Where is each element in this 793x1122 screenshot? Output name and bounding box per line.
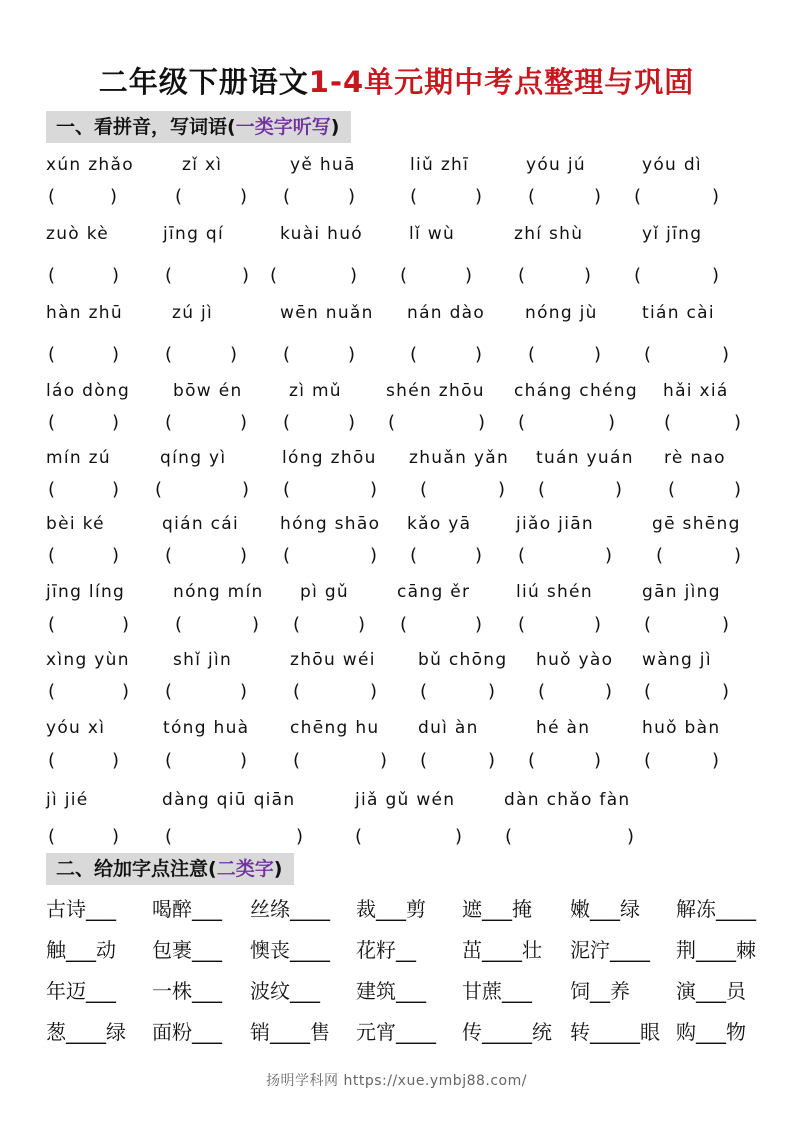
answer-bracket-close[interactable]: ) <box>112 412 120 433</box>
pinyin-row <box>0 303 793 327</box>
answer-bracket-close[interactable]: ) <box>722 681 730 702</box>
word-row <box>0 934 793 964</box>
pinyin-word: nán dào <box>407 303 486 323</box>
answer-bracket-close[interactable]: ) <box>240 186 248 207</box>
answer-bracket-close[interactable]: ) <box>605 545 613 566</box>
fill-blank-word[interactable]: 建筑___ <box>356 979 426 1003</box>
pinyin-word: duì àn <box>418 718 479 738</box>
answer-bracket-open[interactable]: ( <box>634 186 642 207</box>
answer-bracket-open[interactable]: ( <box>165 750 173 771</box>
pinyin-word: yóu jú <box>526 155 586 175</box>
pinyin-word: kuài huó <box>280 224 363 244</box>
answer-row <box>0 412 793 436</box>
pinyin-word: lǐ wù <box>409 224 456 244</box>
answer-bracket-close[interactable]: ) <box>240 412 248 433</box>
answer-bracket-open[interactable]: ( <box>528 344 536 365</box>
fill-blank-word[interactable]: 葱____绿 <box>46 1020 126 1044</box>
page-title: 二年级下册语文1-4单元期中考点整理与巩固 <box>98 65 695 99</box>
pinyin-word: huǒ yào <box>536 650 614 670</box>
pinyin-word: dàn chǎo fàn <box>504 790 631 810</box>
pinyin-word: jì jié <box>46 790 89 810</box>
pinyin-row <box>0 790 793 814</box>
pinyin-word: hóng shāo <box>280 514 381 534</box>
pinyin-word: tóng huà <box>163 718 250 738</box>
answer-bracket-open[interactable]: ( <box>355 826 363 847</box>
answer-bracket-close[interactable]: ) <box>475 545 483 566</box>
answer-row <box>0 479 793 503</box>
answer-bracket-open[interactable]: ( <box>518 412 526 433</box>
pinyin-word: cāng ěr <box>397 582 471 602</box>
pinyin-word: hé àn <box>536 718 591 738</box>
pinyin-word: bōw én <box>173 381 243 401</box>
pinyin-word: shǐ jìn <box>173 650 233 670</box>
answer-bracket-open[interactable]: ( <box>668 479 676 500</box>
pinyin-word: wēn nuǎn <box>280 303 374 323</box>
answer-bracket-open[interactable]: ( <box>283 545 291 566</box>
pinyin-word: jīng qí <box>163 224 225 244</box>
answer-bracket-close[interactable]: ) <box>488 750 496 771</box>
answer-bracket-open[interactable]: ( <box>165 681 173 702</box>
answer-bracket-close[interactable]: ) <box>252 614 260 635</box>
answer-bracket-close[interactable]: ) <box>112 344 120 365</box>
pinyin-word: qíng yì <box>160 448 227 468</box>
answer-bracket-open[interactable]: ( <box>410 186 418 207</box>
fill-blank-word[interactable]: 泥泞____ <box>570 938 650 962</box>
fill-blank-word[interactable]: 荆____棘 <box>676 938 756 962</box>
answer-bracket-open[interactable]: ( <box>48 614 56 635</box>
fill-blank-word[interactable]: 甘蔗___ <box>462 979 532 1003</box>
fill-blank-word[interactable]: 传_____统 <box>462 1020 552 1044</box>
pinyin-word: tuán yuán <box>536 448 634 468</box>
answer-row <box>0 186 793 210</box>
pinyin-row <box>0 381 793 405</box>
pinyin-row <box>0 514 793 538</box>
fill-blank-word[interactable]: 销____售 <box>250 1020 330 1044</box>
answer-bracket-open[interactable]: ( <box>48 479 56 500</box>
answer-bracket-close[interactable]: ) <box>712 265 720 286</box>
answer-bracket-close[interactable]: ) <box>296 826 304 847</box>
answer-bracket-open[interactable]: ( <box>528 186 536 207</box>
answer-bracket-open[interactable]: ( <box>410 545 418 566</box>
answer-bracket-open[interactable]: ( <box>165 545 173 566</box>
fill-blank-word[interactable]: 喝醉___ <box>152 897 222 921</box>
answer-bracket-open[interactable]: ( <box>283 412 291 433</box>
answer-bracket-open[interactable]: ( <box>175 186 183 207</box>
answer-bracket-close[interactable]: ) <box>348 186 356 207</box>
answer-bracket-close[interactable]: ) <box>112 545 120 566</box>
answer-bracket-open[interactable]: ( <box>48 186 56 207</box>
footer-watermark: 扬明学科网 https://xue.ymbj88.com/ <box>266 1073 527 1089</box>
pinyin-row <box>0 650 793 674</box>
pinyin-word: cháng chéng <box>514 381 638 401</box>
pinyin-word: chēng hu <box>290 718 380 738</box>
answer-bracket-open[interactable]: ( <box>420 750 428 771</box>
answer-bracket-close[interactable]: ) <box>722 614 730 635</box>
answer-bracket-close[interactable]: ) <box>380 750 388 771</box>
fill-blank-word[interactable]: 花籽__ <box>356 938 416 962</box>
answer-row <box>0 614 793 638</box>
answer-bracket-close[interactable]: ) <box>475 614 483 635</box>
answer-bracket-close[interactable]: ) <box>498 479 506 500</box>
answer-bracket-close[interactable]: ) <box>370 479 378 500</box>
section1-heading: 一、看拼音，写词语(一类字听写) <box>46 111 351 143</box>
answer-bracket-close[interactable]: ) <box>350 265 358 286</box>
pinyin-word: tián cài <box>642 303 715 323</box>
answer-row <box>0 265 793 289</box>
pinyin-word: yóu xì <box>46 718 106 738</box>
answer-row <box>0 826 793 850</box>
answer-bracket-open[interactable]: ( <box>420 479 428 500</box>
fill-blank-word[interactable]: 茁____壮 <box>462 938 542 962</box>
answer-bracket-open[interactable]: ( <box>283 186 291 207</box>
answer-bracket-open[interactable]: ( <box>644 681 652 702</box>
pinyin-word: jiǎo jiān <box>516 514 595 534</box>
fill-blank-word[interactable]: 演___员 <box>676 979 746 1003</box>
answer-bracket-close[interactable]: ) <box>734 545 742 566</box>
pinyin-word: nóng jù <box>525 303 598 323</box>
pinyin-word: gān jìng <box>642 582 721 602</box>
answer-bracket-close[interactable]: ) <box>722 344 730 365</box>
pinyin-word: liú shén <box>516 582 593 602</box>
answer-bracket-close[interactable]: ) <box>712 750 720 771</box>
answer-bracket-open[interactable]: ( <box>283 479 291 500</box>
pinyin-word: láo dòng <box>46 381 131 401</box>
answer-bracket-open[interactable]: ( <box>165 344 173 365</box>
answer-bracket-open[interactable]: ( <box>634 265 642 286</box>
pinyin-word: bǔ chōng <box>418 650 508 670</box>
answer-bracket-close[interactable]: ) <box>122 681 130 702</box>
answer-bracket-open[interactable]: ( <box>155 479 163 500</box>
pinyin-row <box>0 582 793 606</box>
pinyin-word: zhuǎn yǎn <box>409 448 510 468</box>
answer-row <box>0 344 793 368</box>
pinyin-word: rè nao <box>664 448 726 468</box>
answer-bracket-close[interactable]: ) <box>455 826 463 847</box>
answer-bracket-close[interactable]: ) <box>348 344 356 365</box>
answer-bracket-open[interactable]: ( <box>644 614 652 635</box>
fill-blank-word[interactable]: 包裹___ <box>152 938 222 962</box>
fill-blank-word[interactable]: 购___物 <box>676 1020 746 1044</box>
answer-bracket-close[interactable]: ) <box>112 750 120 771</box>
answer-bracket-close[interactable]: ) <box>240 681 248 702</box>
answer-bracket-close[interactable]: ) <box>734 479 742 500</box>
answer-bracket-close[interactable]: ) <box>240 545 248 566</box>
answer-bracket-close[interactable]: ) <box>734 412 742 433</box>
section2-heading: 二、给加字点注意(二类字) <box>46 853 294 885</box>
pinyin-word: shén zhōu <box>386 381 485 401</box>
answer-bracket-open[interactable]: ( <box>48 826 56 847</box>
pinyin-word: liǔ zhī <box>410 155 470 175</box>
pinyin-row <box>0 155 793 179</box>
pinyin-row <box>0 224 793 248</box>
answer-bracket-close[interactable]: ) <box>122 614 130 635</box>
pinyin-word: zuò kè <box>46 224 110 244</box>
pinyin-word: zhōu wéi <box>290 650 376 670</box>
answer-bracket-close[interactable]: ) <box>627 826 635 847</box>
answer-bracket-open[interactable]: ( <box>48 750 56 771</box>
answer-bracket-close[interactable]: ) <box>112 479 120 500</box>
answer-bracket-open[interactable]: ( <box>656 545 664 566</box>
answer-bracket-close[interactable]: ) <box>112 826 120 847</box>
answer-bracket-close[interactable]: ) <box>712 186 720 207</box>
pinyin-word: xún zhǎo <box>46 155 134 175</box>
pinyin-word: hàn zhū <box>46 303 123 323</box>
fill-blank-word[interactable]: 遮___掩 <box>462 897 532 921</box>
pinyin-word: lóng zhōu <box>282 448 377 468</box>
pinyin-word: pì gǔ <box>300 582 349 602</box>
answer-bracket-open[interactable]: ( <box>293 681 301 702</box>
answer-bracket-close[interactable]: ) <box>358 614 366 635</box>
answer-bracket-open[interactable]: ( <box>165 265 173 286</box>
pinyin-word: mín zú <box>46 448 111 468</box>
pinyin-word: kǎo yā <box>407 514 472 534</box>
fill-blank-word[interactable]: 古诗___ <box>46 897 116 921</box>
fill-blank-word[interactable]: 裁___剪 <box>356 897 426 921</box>
answer-bracket-open[interactable]: ( <box>283 344 291 365</box>
answer-bracket-open[interactable]: ( <box>538 681 546 702</box>
answer-bracket-close[interactable]: ) <box>594 614 602 635</box>
word-row <box>0 1016 793 1046</box>
pinyin-word: huǒ bàn <box>642 718 721 738</box>
answer-bracket-close[interactable]: ) <box>608 412 616 433</box>
answer-bracket-close[interactable]: ) <box>584 265 592 286</box>
answer-bracket-open[interactable]: ( <box>538 479 546 500</box>
answer-bracket-close[interactable]: ) <box>594 186 602 207</box>
answer-bracket-open[interactable]: ( <box>48 344 56 365</box>
answer-bracket-close[interactable]: ) <box>594 750 602 771</box>
fill-blank-word[interactable]: 面粉___ <box>152 1020 222 1044</box>
answer-bracket-close[interactable]: ) <box>465 265 473 286</box>
answer-row <box>0 545 793 569</box>
answer-bracket-open[interactable]: ( <box>664 412 672 433</box>
answer-bracket-open[interactable]: ( <box>518 265 526 286</box>
pinyin-word: yǐ jīng <box>642 224 703 244</box>
answer-bracket-open[interactable]: ( <box>518 614 526 635</box>
answer-bracket-open[interactable]: ( <box>644 344 652 365</box>
answer-bracket-open[interactable]: ( <box>518 545 526 566</box>
fill-blank-word[interactable]: 元宵____ <box>356 1020 436 1044</box>
pinyin-word: hǎi xiá <box>663 381 729 401</box>
fill-blank-word[interactable]: 转_____眼 <box>570 1020 660 1044</box>
fill-blank-word[interactable]: 嫩___绿 <box>570 897 640 921</box>
answer-bracket-close[interactable]: ) <box>475 186 483 207</box>
answer-bracket-close[interactable]: ) <box>242 479 250 500</box>
pinyin-word: wàng jì <box>642 650 712 670</box>
pinyin-word: jiǎ gǔ wén <box>355 790 456 810</box>
pinyin-word: dàng qiū qiān <box>162 790 296 810</box>
answer-bracket-open[interactable]: ( <box>293 750 301 771</box>
answer-bracket-open[interactable]: ( <box>644 750 652 771</box>
answer-bracket-close[interactable]: ) <box>478 412 486 433</box>
answer-bracket-open[interactable]: ( <box>48 412 56 433</box>
answer-bracket-close[interactable]: ) <box>110 186 118 207</box>
pinyin-word: zǐ xì <box>182 155 223 175</box>
fill-blank-word[interactable]: 触___动 <box>46 938 116 962</box>
fill-blank-word[interactable]: 波纹___ <box>250 979 320 1003</box>
answer-bracket-open[interactable]: ( <box>165 826 173 847</box>
answer-row <box>0 681 793 705</box>
answer-bracket-open[interactable]: ( <box>420 681 428 702</box>
answer-bracket-open[interactable]: ( <box>505 826 513 847</box>
pinyin-word: nóng mín <box>173 582 264 602</box>
answer-bracket-open[interactable]: ( <box>165 412 173 433</box>
pinyin-word: zì mǔ <box>289 381 342 401</box>
answer-bracket-close[interactable]: ) <box>594 344 602 365</box>
answer-bracket-close[interactable]: ) <box>370 545 378 566</box>
fill-blank-word[interactable]: 年迈___ <box>46 979 116 1003</box>
answer-bracket-open[interactable]: ( <box>175 614 183 635</box>
answer-bracket-open[interactable]: ( <box>388 412 396 433</box>
fill-blank-word[interactable]: 懊丧____ <box>250 938 330 962</box>
answer-bracket-open[interactable]: ( <box>400 614 408 635</box>
pinyin-row <box>0 718 793 742</box>
answer-bracket-close[interactable]: ) <box>605 681 613 702</box>
fill-blank-word[interactable]: 饲__养 <box>570 979 630 1003</box>
answer-bracket-close[interactable]: ) <box>488 681 496 702</box>
answer-bracket-close[interactable]: ) <box>348 412 356 433</box>
answer-bracket-open[interactable]: ( <box>528 750 536 771</box>
fill-blank-word[interactable]: 丝绦____ <box>250 897 330 921</box>
answer-bracket-close[interactable]: ) <box>370 681 378 702</box>
fill-blank-word[interactable]: 解冻____ <box>676 897 756 921</box>
pinyin-word: yě huā <box>290 155 356 175</box>
pinyin-word: xìng yùn <box>46 650 130 670</box>
pinyin-word: jīng líng <box>46 582 126 602</box>
answer-bracket-open[interactable]: ( <box>293 614 301 635</box>
answer-bracket-close[interactable]: ) <box>240 750 248 771</box>
answer-row <box>0 750 793 774</box>
answer-bracket-open[interactable]: ( <box>400 265 408 286</box>
pinyin-row <box>0 448 793 472</box>
pinyin-word: bèi ké <box>46 514 105 534</box>
word-row <box>0 975 793 1005</box>
answer-bracket-close[interactable]: ) <box>242 265 250 286</box>
answer-bracket-open[interactable]: ( <box>48 681 56 702</box>
fill-blank-word[interactable]: 一株___ <box>152 979 222 1003</box>
answer-bracket-open[interactable]: ( <box>410 344 418 365</box>
answer-bracket-open[interactable]: ( <box>48 545 56 566</box>
pinyin-word: gē shēng <box>652 514 741 534</box>
pinyin-word: yóu dì <box>642 155 702 175</box>
answer-bracket-close[interactable]: ) <box>615 479 623 500</box>
answer-bracket-open[interactable]: ( <box>48 265 56 286</box>
answer-bracket-close[interactable]: ) <box>112 265 120 286</box>
pinyin-word: qián cái <box>162 514 239 534</box>
pinyin-word: zú jì <box>172 303 214 323</box>
pinyin-word: zhí shù <box>514 224 584 244</box>
answer-bracket-close[interactable]: ) <box>475 344 483 365</box>
answer-bracket-open[interactable]: ( <box>270 265 278 286</box>
answer-bracket-close[interactable]: ) <box>230 344 238 365</box>
word-row <box>0 893 793 923</box>
